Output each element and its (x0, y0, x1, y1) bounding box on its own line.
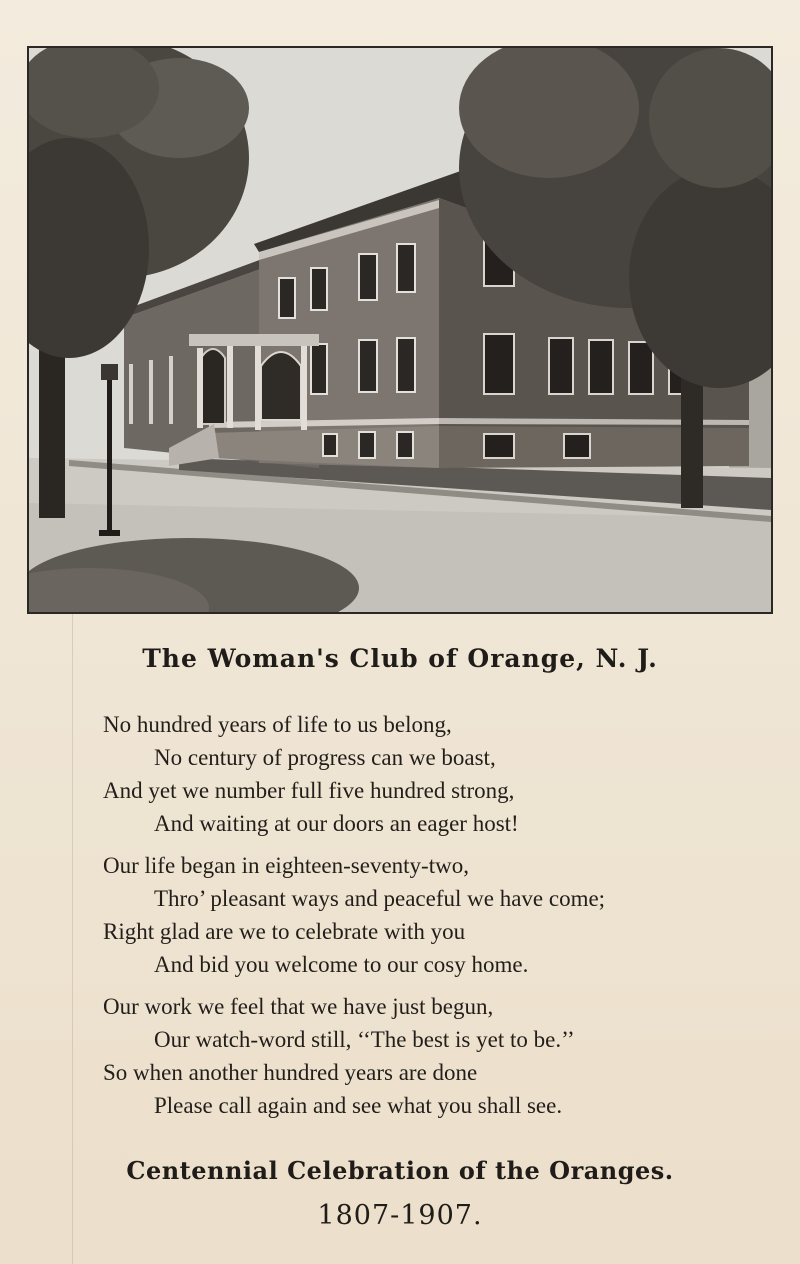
poem-line: Our work we feel that we have just begun, (103, 994, 494, 1019)
poem-line: And yet we number full five hundred strong, (103, 778, 515, 803)
poem (103, 708, 783, 1131)
poem-line: Our watch-word still, ‘‘The best is yet to be.’’ (154, 1027, 575, 1052)
building-photograph (27, 46, 773, 614)
poem-line: And bid you welcome to our cosy home. (154, 952, 529, 977)
building-photo-drawing (29, 48, 771, 612)
centennial-caption: Centennial Celebration of the Oranges. (126, 1156, 674, 1185)
poem-line: No hundred years of life to us belong, (103, 712, 452, 737)
poem-line: Right glad are we to celebrate with you (103, 919, 466, 944)
poem-stanza-2 (103, 849, 783, 981)
club-title: The Woman's Club of Orange, N. J. (142, 644, 658, 673)
poem-line: Please call again and see what you shall see. (154, 1093, 563, 1118)
poem-line: So when another hundred years are done (103, 1060, 478, 1085)
poem-line: Our life began in eighteen-seventy-two, (103, 853, 469, 878)
centennial-years: 1807-1907. (317, 1200, 483, 1231)
poem-line: No century of progress can we boast, (154, 745, 496, 770)
poem-line: And waiting at our doors an eager host! (154, 811, 519, 836)
poem-line: Thro’ pleasant ways and peaceful we have come; (154, 886, 606, 911)
poem-stanza-1 (103, 708, 783, 840)
poem-stanza-3 (103, 990, 783, 1122)
